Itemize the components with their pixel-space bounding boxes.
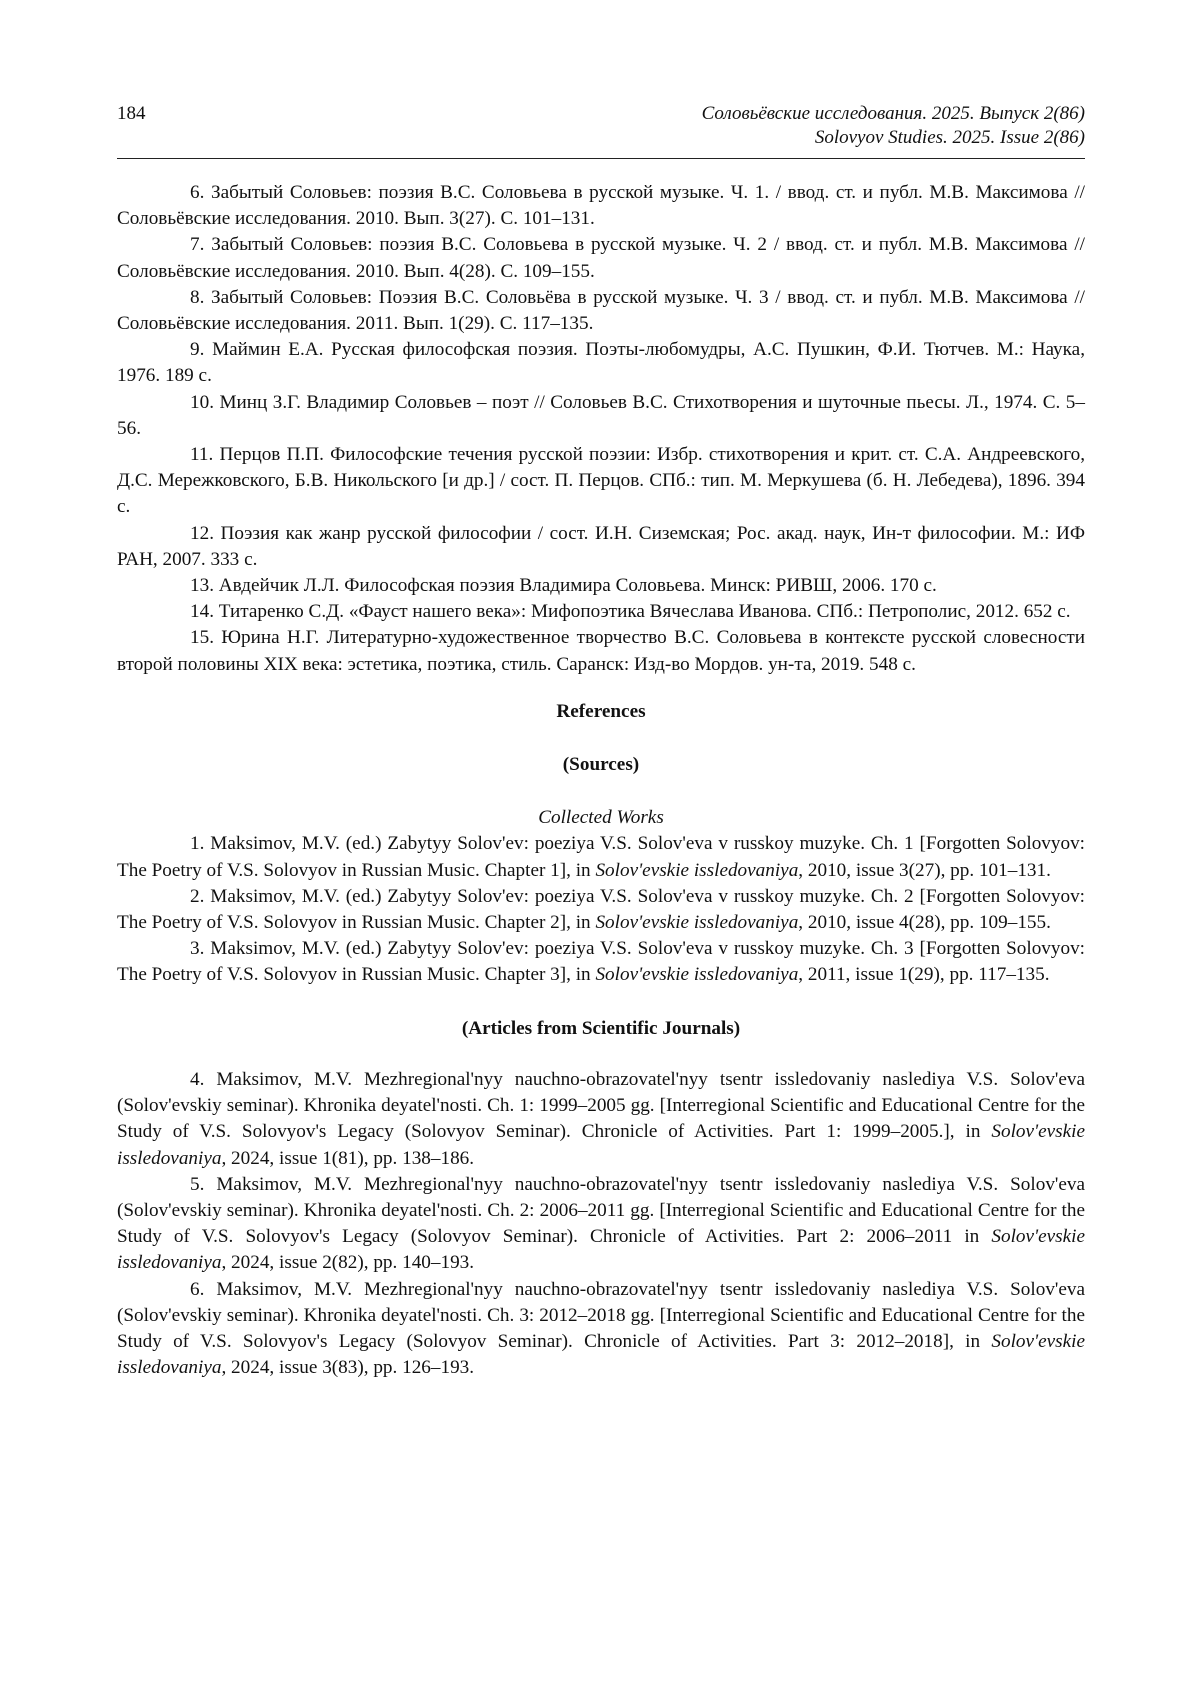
references-heading: References xyxy=(556,700,646,722)
sources-list xyxy=(117,831,1085,988)
running-title xyxy=(702,102,1085,150)
page-number: 184 xyxy=(117,103,146,124)
reference-entry: 6. Maksimov, M.V. Mezhregional'nyy nauchno-obrazovatel'nyy tsentr issledovaniy naslediya V.S. Solov'eva (Solov'evskiy seminar). Khronika deyatel'nosti. Ch. 3: 2012–2018 gg. [Interregional Scientific and Educational Centre for the Study of V.S. Solovyov's Legacy (Solovyov Seminar). Chronicle of Activities. Part 3: 2012–2018], in Solov'evskie issledovaniya, 2024, issue 3(83), pp. 126–193. xyxy=(117,1278,1085,1379)
reference-entry: 10. Минц З.Г. Владимир Соловьев – поэт // Соловьев В.С. Стихотворения и шуточные пьесы. Л., 1974. С. 5–56. xyxy=(117,391,1085,439)
reference-entry: 2. Maksimov, M.V. (ed.) Zabytyy Solov'ev: poeziya V.S. Solov'eva v russkoy muzyke. Ch. 2 [Forgotten Solovyov: The Poetry of V.S. Solovyov in Russian Music. Chapter 2], in Solov'evskie issledovaniya, 2010, issue 4(28), pp. 109–155. xyxy=(117,885,1085,934)
articles-list xyxy=(117,1067,1085,1381)
collected-works-heading: Collected Works xyxy=(538,807,664,829)
reference-entry: 4. Maksimov, M.V. Mezhregional'nyy nauchno-obrazovatel'nyy tsentr issledovaniy naslediya V.S. Solov'eva (Solov'evskiy seminar). Khronika deyatel'nosti. Ch. 1: 1999–2005 gg. [Interregional Scientific and Educational Centre for the Study of V.S. Solovyov's Legacy (Solovyov Seminar). Chronicle of Activities. Part 1: 1999–2005.], in Solov'evskie issledovaniya, 2024, issue 1(81), pp. 138–186. xyxy=(117,1068,1085,1169)
literature-list xyxy=(117,180,1085,678)
reference-entry: 1. Maksimov, M.V. (ed.) Zabytyy Solov'ev: poeziya V.S. Solov'eva v russkoy muzyke. Ch. 1 [Forgotten Solovyov: The Poetry of V.S. Solovyov in Russian Music. Chapter 1], in Solov'evskie issledovaniya, 2010, issue 3(27), pp. 101–131. xyxy=(117,833,1085,881)
page-header xyxy=(117,102,1085,159)
reference-entry: 12. Поэзия как жанр русской философии / сост. И.Н. Сиземская; Рос. акад. наук, Ин-т философии. М.: ИФ РАН, 2007. 333 с. xyxy=(117,522,1085,570)
articles-heading: (Articles from Scientific Journals) xyxy=(461,1017,741,1039)
reference-entry: 14. Титаренко С.Д. «Фауст нашего века»: Мифопоэтика Вячеслава Иванова. СПб.: Петрополис, 2012. 652 с. xyxy=(190,601,1071,623)
reference-entry: 9. Маймин Е.А. Русская философская поэзия. Поэты-любомудры, А.С. Пушкин, Ф.И. Тютчев. М.: Наука, 1976. 189 с. xyxy=(117,339,1085,387)
reference-entry: 3. Maksimov, M.V. (ed.) Zabytyy Solov'ev: poeziya V.S. Solov'eva v russkoy muzyke. Ch. 3 [Forgotten Solovyov: The Poetry of V.S. Solovyov in Russian Music. Chapter 3], in Solov'evskie issledovaniya, 2011, issue 1(29), pp. 117–135. xyxy=(117,938,1085,986)
reference-entry: 8. Забытый Соловьев: Поэзия В.С. Соловьёва в русской музыке. Ч. 3 / ввод. ст. и публ. М.В. Максимова // Соловьёвские исследования. 2011. Вып. 1(29). С. 117–135. xyxy=(117,286,1085,335)
reference-entry: 15. Юрина Н.Г. Литературно-художественное творчество В.С. Соловьева в контексте русской словесности второй половины XIX века: эстетика, поэтика, стиль. Саранск: Изд-во Мордов. ун-та, 2019. 548 с. xyxy=(117,627,1085,675)
reference-entry: 6. Забытый Соловьев: поэзия В.С. Соловьева в русской музыке. Ч. 1. / ввод. ст. и публ. М.В. Максимова // Соловьёвские исследования. 2010. Вып. 3(27). С. 101–131. xyxy=(117,182,1085,230)
reference-entry: 5. Maksimov, M.V. Mezhregional'nyy nauchno-obrazovatel'nyy tsentr issledovaniy naslediya V.S. Solov'eva (Solov'evskiy seminar). Khronika deyatel'nosti. Ch. 2: 2006–2011 gg. [Interregional Scientific and Educational Centre for the Study of V.S. Solovyov's Legacy (Solovyov Seminar). Chronicle of Activities. Part 2: 2006–2011 in Solov'evskie issledovaniya, 2024, issue 2(82), pp. 140–193. xyxy=(117,1173,1085,1274)
journal-title-en: Solovyov Studies. 2025. Issue 2(86) xyxy=(814,127,1085,148)
page-content xyxy=(117,180,1085,1381)
reference-entry: 7. Забытый Соловьев: поэзия В.С. Соловьева в русской музыке. Ч. 2 / ввод. ст. и публ. М.В. Максимова // Соловьёвские исследования. 2010. Вып. 4(28). С. 109–155. xyxy=(117,234,1085,282)
sources-heading: (Sources) xyxy=(562,754,640,776)
journal-title-ru: Соловьёвские исследования. 2025. Выпуск 2(86) xyxy=(701,103,1085,124)
reference-entry: 11. Перцов П.П. Философские течения русской поэзии: Избр. стихотворения и крит. ст. С.А. Андреевского, Д.С. Мережковского, Б.В. Никольского [и др.] / сост. П. Перцов. СПб.: тип. М. Меркушева (б. Н. Лебедева), 1896. 394 с. xyxy=(117,444,1085,518)
reference-entry: 13. Авдейчик Л.Л. Философская поэзия Владимира Соловьева. Минск: РИВШ, 2006. 170 с. xyxy=(190,575,937,597)
